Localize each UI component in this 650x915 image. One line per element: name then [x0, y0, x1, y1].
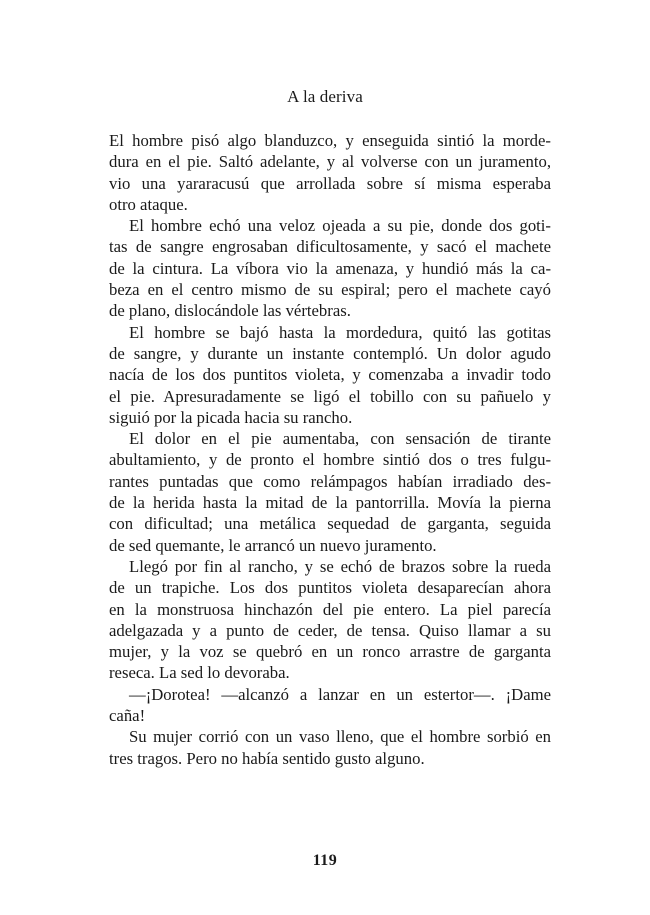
text-line: de plano, dislocándole las vértebras.	[109, 301, 351, 321]
text-line: con dificultad; una metálica sequedad de garganta, seguida	[109, 514, 551, 534]
text-line: de sed quemante, le arrancó un nuevo juramento.	[109, 535, 437, 555]
text-line: caña!	[109, 706, 146, 726]
text-line: El hombre se bajó hasta la mordedura, quitó las gotitas	[129, 322, 551, 342]
body-text	[109, 130, 551, 769]
text-line: Su mujer corrió con un vaso lleno, que el hombre sorbió en	[129, 727, 551, 747]
text-line: El dolor en el pie aumentaba, con sensación de tirante	[129, 429, 551, 449]
text-line: reseca. La sed lo devoraba.	[109, 663, 290, 683]
text-line: mujer, y la voz se quebró en un ronco arrastre de garganta	[109, 642, 551, 662]
text-line: Llegó por fin al rancho, y se echó de brazos sobre la rueda	[129, 556, 551, 576]
text-line: en la monstruosa hinchazón del pie entero. La piel parecía	[109, 599, 551, 619]
text-line: tres tragos. Pero no había sentido gusto alguno.	[109, 748, 425, 768]
text-line: —¡Dorotea! —alcanzó a lanzar en un estertor—. ¡Dame	[129, 684, 551, 704]
text-line: de la herida hasta la mitad de la pantorrilla. Movía la pierna	[109, 493, 551, 513]
text-line: adelgazada y a punto de ceder, de tensa. Quiso llamar a su	[109, 620, 551, 640]
text-line: el pie. Apresuradamente se ligó el tobillo con su pañuelo y	[109, 386, 551, 406]
text-line: El hombre pisó algo blanduzco, y enseguida sintió la morde-	[109, 131, 551, 150]
text-line: nacía de los dos puntitos violeta, y comenzaba a invadir todo	[109, 365, 551, 385]
text-line: de sangre, y durante un instante contempló. Un dolor agudo	[109, 343, 551, 363]
text-line: otro ataque.	[109, 194, 188, 214]
page-number: 119	[312, 852, 338, 869]
text-line: tas de sangre engrosaban dificultosamente, y sacó el machete	[109, 237, 551, 257]
text-line: El hombre echó una veloz ojeada a su pie, donde dos goti-	[129, 216, 551, 236]
text-line: beza en el centro mismo de su espiral; pero el machete cayó	[109, 280, 551, 300]
text-line: de un trapiche. Los dos puntitos violeta desaparecían ahora	[109, 578, 551, 598]
text-line: de la cintura. La víbora vio la amenaza, y hundió más la ca-	[109, 258, 551, 278]
text-line: dura en el pie. Saltó adelante, y al volverse con un juramento,	[109, 152, 551, 172]
text-line: vio una yararacusú que arrollada sobre sí misma esperaba	[109, 173, 551, 193]
text-line: siguió por la picada hacia su rancho.	[109, 407, 353, 427]
text-line: abultamiento, y de pronto el hombre sintió dos o tres fulgu-	[109, 450, 551, 470]
text-line: rantes puntadas que como relámpagos habían irradiado des-	[109, 471, 551, 491]
chapter-title: A la deriva	[287, 87, 363, 106]
